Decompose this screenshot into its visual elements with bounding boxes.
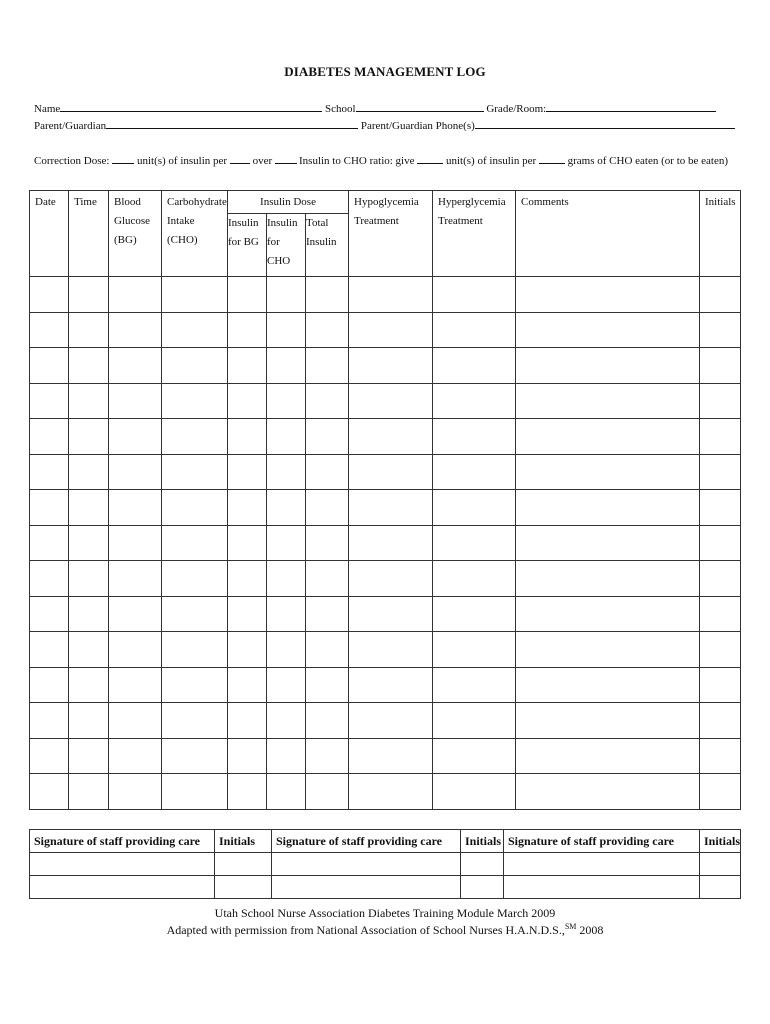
name-label: Name xyxy=(34,103,61,115)
log-cell-comments[interactable] xyxy=(516,703,700,739)
log-cell-bg[interactable] xyxy=(109,596,162,632)
log-cell-comments[interactable] xyxy=(516,632,700,668)
log-cell-hypo[interactable] xyxy=(349,561,433,597)
log-cell-comments[interactable] xyxy=(516,561,700,597)
log-cell-time[interactable] xyxy=(69,419,109,455)
signature-cell-signature-2[interactable] xyxy=(272,876,461,899)
log-cell-total[interactable] xyxy=(306,312,349,348)
log-cell-bg[interactable] xyxy=(109,738,162,774)
log-cell-insulin-cho[interactable] xyxy=(267,774,306,810)
log-cell-total[interactable] xyxy=(306,561,349,597)
log-cell-date[interactable] xyxy=(30,277,69,313)
signature-cell-initials-1[interactable] xyxy=(215,853,272,876)
log-cell-initials[interactable] xyxy=(700,348,741,384)
log-cell-cho[interactable] xyxy=(162,561,228,597)
ratio-line xyxy=(299,153,728,168)
log-cell-time[interactable] xyxy=(69,596,109,632)
log-cell-insulin-cho[interactable] xyxy=(267,419,306,455)
signature-label-2: Signature of staff providing care xyxy=(272,830,461,853)
log-cell-date[interactable] xyxy=(30,525,69,561)
signature-cell-signature-1[interactable] xyxy=(30,853,215,876)
log-row xyxy=(30,667,741,703)
log-cell-insulin-bg[interactable] xyxy=(228,525,267,561)
log-cell-hyper[interactable] xyxy=(433,277,516,313)
log-cell-comments[interactable] xyxy=(516,312,700,348)
log-cell-insulin-cho[interactable] xyxy=(267,596,306,632)
log-cell-comments[interactable] xyxy=(516,738,700,774)
log-cell-bg[interactable] xyxy=(109,774,162,810)
log-cell-insulin-cho[interactable] xyxy=(267,312,306,348)
log-table xyxy=(29,190,741,810)
log-cell-insulin-bg[interactable] xyxy=(228,561,267,597)
log-cell-date[interactable] xyxy=(30,703,69,739)
log-cell-time[interactable] xyxy=(69,348,109,384)
log-cell-bg[interactable] xyxy=(109,703,162,739)
log-cell-hypo[interactable] xyxy=(349,312,433,348)
name-field[interactable] xyxy=(60,101,322,112)
log-cell-total[interactable] xyxy=(306,525,349,561)
log-cell-hypo[interactable] xyxy=(349,490,433,526)
log-cell-bg[interactable] xyxy=(109,525,162,561)
log-cell-bg[interactable] xyxy=(109,383,162,419)
log-cell-insulin-cho[interactable] xyxy=(267,703,306,739)
log-row xyxy=(30,703,741,739)
log-cell-date[interactable] xyxy=(30,667,69,703)
log-cell-time[interactable] xyxy=(69,667,109,703)
log-cell-cho[interactable] xyxy=(162,632,228,668)
log-cell-comments[interactable] xyxy=(516,596,700,632)
log-cell-comments[interactable] xyxy=(516,667,700,703)
log-cell-bg[interactable] xyxy=(109,348,162,384)
log-cell-hyper[interactable] xyxy=(433,348,516,384)
log-cell-total[interactable] xyxy=(306,348,349,384)
header-time: Time xyxy=(69,191,109,277)
signature-cell-initials-2[interactable] xyxy=(461,853,504,876)
log-cell-time[interactable] xyxy=(69,490,109,526)
ratio-text-2: grams of CHO eaten (or to be eaten) xyxy=(567,155,728,167)
log-cell-cho[interactable] xyxy=(162,490,228,526)
ratio-label: Insulin to CHO ratio: give xyxy=(299,155,415,167)
log-cell-hypo[interactable] xyxy=(349,454,433,490)
log-cell-bg[interactable] xyxy=(109,561,162,597)
log-cell-date[interactable] xyxy=(30,738,69,774)
log-cell-hyper[interactable] xyxy=(433,490,516,526)
initials-label-3: Initials xyxy=(700,830,741,853)
log-cell-insulin-bg[interactable] xyxy=(228,454,267,490)
header-hyperglycemia: Hyperglycemia Treatment xyxy=(433,191,516,277)
ratio-units-field[interactable] xyxy=(417,153,443,164)
signature-cell-signature-3[interactable] xyxy=(504,853,700,876)
log-cell-comments[interactable] xyxy=(516,525,700,561)
correction-dose-line xyxy=(34,153,297,168)
log-cell-bg[interactable] xyxy=(109,632,162,668)
log-cell-hypo[interactable] xyxy=(349,774,433,810)
signature-row xyxy=(30,853,741,876)
log-cell-initials[interactable] xyxy=(700,738,741,774)
log-cell-total[interactable] xyxy=(306,419,349,455)
log-cell-hyper[interactable] xyxy=(433,419,516,455)
signature-cell-initials-3[interactable] xyxy=(700,876,741,899)
log-cell-hypo[interactable] xyxy=(349,348,433,384)
log-cell-comments[interactable] xyxy=(516,419,700,455)
signature-cell-signature-1[interactable] xyxy=(30,876,215,899)
log-cell-insulin-cho[interactable] xyxy=(267,454,306,490)
log-row xyxy=(30,312,741,348)
log-cell-initials[interactable] xyxy=(700,454,741,490)
log-row xyxy=(30,561,741,597)
log-cell-bg[interactable] xyxy=(109,667,162,703)
log-cell-hyper[interactable] xyxy=(433,525,516,561)
log-cell-insulin-cho[interactable] xyxy=(267,525,306,561)
log-cell-total[interactable] xyxy=(306,703,349,739)
log-cell-initials[interactable] xyxy=(700,277,741,313)
log-cell-cho[interactable] xyxy=(162,454,228,490)
log-cell-cho[interactable] xyxy=(162,383,228,419)
header-date: Date xyxy=(30,191,69,277)
signature-table xyxy=(29,829,741,899)
log-cell-total[interactable] xyxy=(306,383,349,419)
log-row xyxy=(30,596,741,632)
log-cell-date[interactable] xyxy=(30,348,69,384)
log-cell-insulin-cho[interactable] xyxy=(267,348,306,384)
log-cell-initials[interactable] xyxy=(700,667,741,703)
header-carbohydrate: Carbohydrate Intake (CHO) xyxy=(162,191,228,277)
log-cell-bg[interactable] xyxy=(109,419,162,455)
correction-text-1: unit(s) of insulin per xyxy=(136,155,228,167)
header-total-insulin: Total Insulin xyxy=(306,214,349,277)
log-table-body xyxy=(30,277,741,810)
parent-line xyxy=(34,118,735,133)
log-cell-insulin-cho[interactable] xyxy=(267,383,306,419)
correction-units-field[interactable] xyxy=(112,153,134,164)
ratio-grams-field[interactable] xyxy=(539,153,565,164)
log-cell-insulin-bg[interactable] xyxy=(228,596,267,632)
signature-cell-signature-3[interactable] xyxy=(504,876,700,899)
log-row xyxy=(30,348,741,384)
log-cell-cho[interactable] xyxy=(162,667,228,703)
log-cell-total[interactable] xyxy=(306,596,349,632)
footer-service-mark: SM xyxy=(564,922,577,931)
log-cell-hypo[interactable] xyxy=(349,525,433,561)
log-row xyxy=(30,383,741,419)
log-cell-insulin-bg[interactable] xyxy=(228,667,267,703)
log-cell-bg[interactable] xyxy=(109,454,162,490)
log-cell-initials[interactable] xyxy=(700,703,741,739)
initials-label-2: Initials xyxy=(461,830,504,853)
log-cell-total[interactable] xyxy=(306,277,349,313)
log-cell-cho[interactable] xyxy=(162,703,228,739)
log-row xyxy=(30,632,741,668)
signature-cell-signature-2[interactable] xyxy=(272,853,461,876)
log-cell-initials[interactable] xyxy=(700,312,741,348)
log-cell-initials[interactable] xyxy=(700,596,741,632)
footer-line-1: Utah School Nurse Association Diabetes Training Module March 2009 xyxy=(214,906,556,920)
log-cell-time[interactable] xyxy=(69,738,109,774)
header-initials: Initials xyxy=(700,191,741,277)
log-cell-insulin-cho[interactable] xyxy=(267,667,306,703)
log-cell-date[interactable] xyxy=(30,383,69,419)
log-cell-cho[interactable] xyxy=(162,277,228,313)
log-cell-hyper[interactable] xyxy=(433,312,516,348)
log-cell-initials[interactable] xyxy=(700,632,741,668)
log-cell-insulin-bg[interactable] xyxy=(228,312,267,348)
signature-row xyxy=(30,876,741,899)
log-cell-hyper[interactable] xyxy=(433,738,516,774)
log-cell-initials[interactable] xyxy=(700,774,741,810)
log-cell-insulin-cho[interactable] xyxy=(267,561,306,597)
log-cell-date[interactable] xyxy=(30,561,69,597)
log-cell-hypo[interactable] xyxy=(349,383,433,419)
header-insulin-for-cho: Insulin for CHO xyxy=(267,214,306,277)
log-cell-total[interactable] xyxy=(306,774,349,810)
log-cell-comments[interactable] xyxy=(516,490,700,526)
log-row xyxy=(30,490,741,526)
log-cell-time[interactable] xyxy=(69,561,109,597)
log-cell-comments[interactable] xyxy=(516,277,700,313)
log-cell-hyper[interactable] xyxy=(433,774,516,810)
footer-line-2-year: 2008 xyxy=(576,923,604,937)
log-cell-total[interactable] xyxy=(306,738,349,774)
log-cell-bg[interactable] xyxy=(109,490,162,526)
log-cell-initials[interactable] xyxy=(700,561,741,597)
log-cell-hyper[interactable] xyxy=(433,632,516,668)
log-row xyxy=(30,454,741,490)
log-cell-hyper[interactable] xyxy=(433,703,516,739)
page-title: DIABETES MANAGEMENT LOG xyxy=(284,64,486,79)
log-cell-comments[interactable] xyxy=(516,383,700,419)
log-cell-insulin-bg[interactable] xyxy=(228,277,267,313)
log-cell-hypo[interactable] xyxy=(349,738,433,774)
log-cell-insulin-cho[interactable] xyxy=(267,490,306,526)
log-cell-date[interactable] xyxy=(30,632,69,668)
log-cell-time[interactable] xyxy=(69,277,109,313)
log-cell-hypo[interactable] xyxy=(349,703,433,739)
log-row xyxy=(30,277,741,313)
log-cell-time[interactable] xyxy=(69,383,109,419)
parent-field[interactable] xyxy=(106,118,358,129)
signature-cell-initials-3[interactable] xyxy=(700,853,741,876)
log-cell-date[interactable] xyxy=(30,312,69,348)
log-cell-hyper[interactable] xyxy=(433,667,516,703)
log-cell-hypo[interactable] xyxy=(349,632,433,668)
parent-label: Parent/Guardian xyxy=(34,120,107,132)
log-cell-bg[interactable] xyxy=(109,277,162,313)
ratio-text-1: unit(s) of insulin per xyxy=(446,155,537,167)
school-label: School xyxy=(325,103,356,115)
log-cell-total[interactable] xyxy=(306,632,349,668)
log-cell-cho[interactable] xyxy=(162,312,228,348)
log-cell-insulin-bg[interactable] xyxy=(228,348,267,384)
log-cell-insulin-bg[interactable] xyxy=(228,703,267,739)
correction-label: Correction Dose: xyxy=(34,155,110,167)
log-cell-date[interactable] xyxy=(30,419,69,455)
school-field[interactable] xyxy=(356,101,484,112)
log-cell-total[interactable] xyxy=(306,667,349,703)
log-cell-date[interactable] xyxy=(30,596,69,632)
log-cell-total[interactable] xyxy=(306,490,349,526)
log-cell-date[interactable] xyxy=(30,454,69,490)
log-cell-cho[interactable] xyxy=(162,596,228,632)
log-cell-cho[interactable] xyxy=(162,525,228,561)
phone-label: Parent/Guardian Phone(s) xyxy=(360,120,475,132)
log-cell-total[interactable] xyxy=(306,454,349,490)
log-cell-hyper[interactable] xyxy=(433,596,516,632)
log-cell-cho[interactable] xyxy=(162,348,228,384)
grade-field[interactable] xyxy=(546,101,716,112)
signature-cell-initials-2[interactable] xyxy=(461,876,504,899)
log-cell-time[interactable] xyxy=(69,454,109,490)
log-cell-comments[interactable] xyxy=(516,348,700,384)
header-hypoglycemia: Hypoglycemia Treatment xyxy=(349,191,433,277)
log-cell-insulin-cho[interactable] xyxy=(267,632,306,668)
log-cell-insulin-bg[interactable] xyxy=(228,490,267,526)
log-cell-initials[interactable] xyxy=(700,525,741,561)
log-cell-insulin-bg[interactable] xyxy=(228,419,267,455)
log-cell-comments[interactable] xyxy=(516,454,700,490)
header-blood-glucose: Blood Glucose (BG) xyxy=(109,191,162,277)
header-insulin-dose: Insulin Dose xyxy=(228,191,349,214)
log-cell-initials[interactable] xyxy=(700,419,741,455)
log-cell-insulin-bg[interactable] xyxy=(228,383,267,419)
log-cell-insulin-cho[interactable] xyxy=(267,738,306,774)
log-table-header xyxy=(30,191,741,277)
log-cell-insulin-cho[interactable] xyxy=(267,277,306,313)
signature-label-3: Signature of staff providing care xyxy=(504,830,700,853)
log-cell-hypo[interactable] xyxy=(349,667,433,703)
grade-label: Grade/Room: xyxy=(486,103,547,115)
initials-label-1: Initials xyxy=(215,830,272,853)
log-cell-insulin-bg[interactable] xyxy=(228,774,267,810)
footer-line-2 xyxy=(0,922,770,938)
log-cell-time[interactable] xyxy=(69,703,109,739)
log-cell-hyper[interactable] xyxy=(433,561,516,597)
footer-line-2-text: Adapted with permission from National Association of School Nurses H.A.N.D.S., xyxy=(166,923,565,937)
correction-over-field[interactable] xyxy=(275,153,297,164)
log-cell-hypo[interactable] xyxy=(349,277,433,313)
correction-per-field[interactable] xyxy=(230,153,250,164)
log-cell-hyper[interactable] xyxy=(433,454,516,490)
name-line xyxy=(34,101,716,116)
log-cell-time[interactable] xyxy=(69,525,109,561)
signature-label-1: Signature of staff providing care xyxy=(30,830,215,853)
log-cell-insulin-bg[interactable] xyxy=(228,632,267,668)
log-cell-initials[interactable] xyxy=(700,383,741,419)
log-cell-cho[interactable] xyxy=(162,774,228,810)
signature-cell-initials-1[interactable] xyxy=(215,876,272,899)
log-cell-date[interactable] xyxy=(30,490,69,526)
log-cell-time[interactable] xyxy=(69,632,109,668)
log-row xyxy=(30,774,741,810)
log-cell-cho[interactable] xyxy=(162,738,228,774)
log-cell-comments[interactable] xyxy=(516,774,700,810)
log-row xyxy=(30,738,741,774)
log-row xyxy=(30,419,741,455)
log-cell-date[interactable] xyxy=(30,774,69,810)
log-cell-time[interactable] xyxy=(69,312,109,348)
log-row xyxy=(30,525,741,561)
header-comments: Comments xyxy=(516,191,700,277)
phone-field[interactable] xyxy=(475,118,735,129)
log-cell-time[interactable] xyxy=(69,774,109,810)
log-cell-hyper[interactable] xyxy=(433,383,516,419)
log-cell-initials[interactable] xyxy=(700,490,741,526)
log-cell-bg[interactable] xyxy=(109,312,162,348)
header-insulin-for-bg: Insulin for BG xyxy=(228,214,267,277)
log-cell-hypo[interactable] xyxy=(349,419,433,455)
log-cell-insulin-bg[interactable] xyxy=(228,738,267,774)
correction-text-2: over xyxy=(252,155,273,167)
log-cell-hypo[interactable] xyxy=(349,596,433,632)
log-cell-cho[interactable] xyxy=(162,419,228,455)
signature-header-row xyxy=(30,830,741,853)
